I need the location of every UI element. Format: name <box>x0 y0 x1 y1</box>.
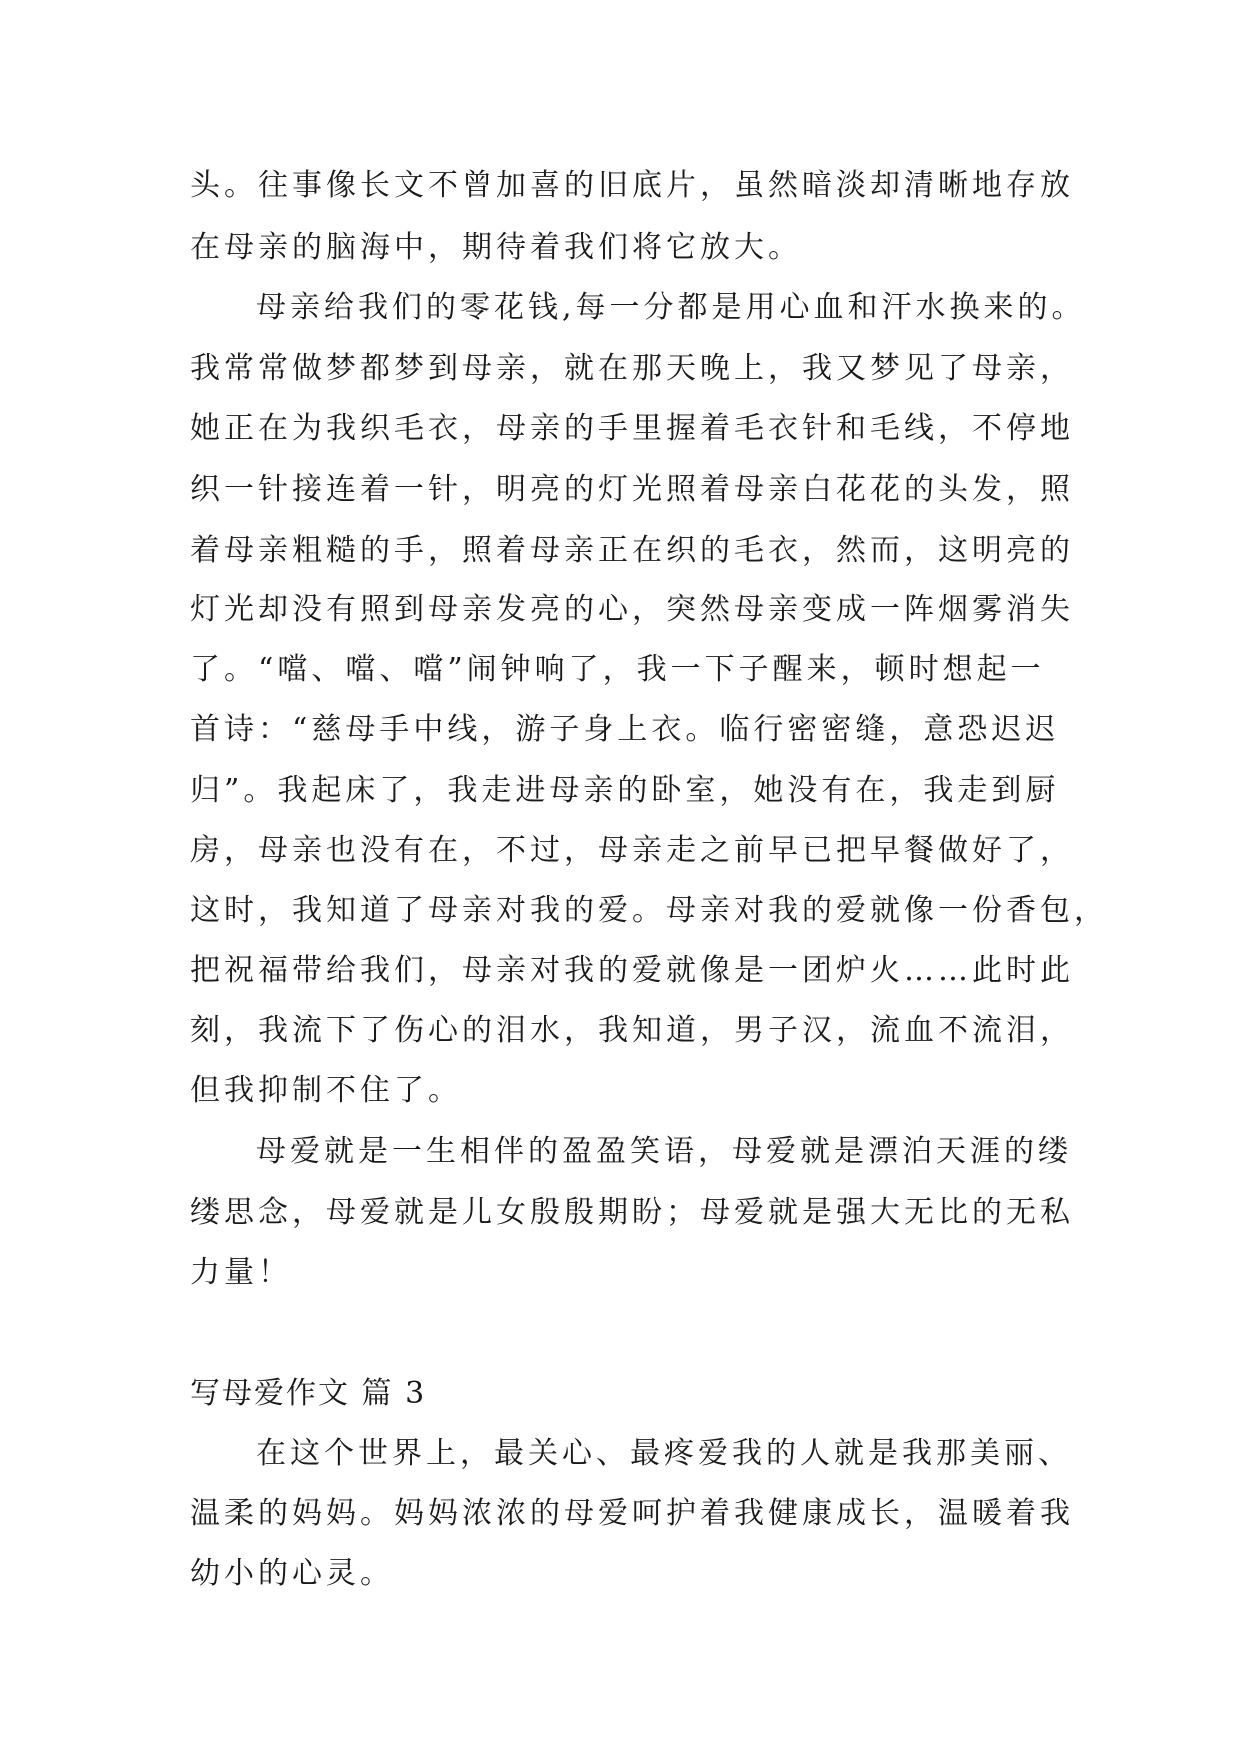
text-line: 房，母亲也没有在，不过，母亲走之前早已把早餐做好了， <box>190 833 1074 868</box>
text-line: 头。往事像长文不曾加喜的旧底片，虽然暗淡却清晰地存放 <box>190 168 1074 203</box>
paragraph-first-line: 在这个世界上，最关心、最疼爱我的人就是我那美丽、 <box>256 1436 1072 1471</box>
paragraph-first-line: 母爱就是一生相伴的盈盈笑语，母爱就是漂泊天涯的缕 <box>256 1134 1072 1169</box>
paragraph-first-line: 母亲给我们的零花钱,每一分都是用心血和汗水换来的。 <box>256 290 1086 325</box>
text-line: 我常常做梦都梦到母亲，就在那天晚上，我又梦见了母亲， <box>190 351 1074 386</box>
text-line: 这时，我知道了母亲对我的爱。母亲对我的爱就像一份香包， <box>190 893 1108 928</box>
text-line: 灯光却没有照到母亲发亮的心，突然母亲变成一阵烟雾消失 <box>190 592 1074 627</box>
text-line: 温柔的妈妈。妈妈浓浓的母爱呵护着我健康成长，温暖着我 <box>190 1496 1074 1531</box>
text-line: 把祝福带给我们，母亲对我的爱就像是一团炉火……此时此 <box>190 953 1074 988</box>
text-line: 首诗：“慈母手中线，游子身上衣。临行密密缝，意恐迟迟 <box>190 712 1060 747</box>
text-line: 幼小的心灵。 <box>190 1556 394 1591</box>
text-line: 归”。我起床了，我走进母亲的卧室，她没有在，我走到厨 <box>190 773 1060 808</box>
text-line: 织一针接连着一针，明亮的灯光照着母亲白花花的头发，照 <box>190 472 1074 507</box>
text-line: 但我抑制不住了。 <box>190 1073 462 1108</box>
text-line: 缕思念，母爱就是儿女殷殷期盼；母爱就是强大无比的无私 <box>190 1195 1074 1230</box>
text-line: 在母亲的脑海中，期待着我们将它放大。 <box>190 230 802 265</box>
text-line: 着母亲粗糙的手，照着母亲正在织的毛衣，然而，这明亮的 <box>190 533 1074 568</box>
text-line: 她正在为我织毛衣，母亲的手里握着毛衣针和毛线，不停地 <box>190 411 1074 446</box>
section-heading: 写母爱作文 篇 3 <box>190 1376 427 1411</box>
text-line: 力量！ <box>190 1255 292 1290</box>
text-line: 了。“噹、噹、噹”闹钟响了，我一下子醒来，顿时想起一 <box>190 652 1045 687</box>
text-line: 刻，我流下了伤心的泪水，我知道，男子汉，流血不流泪， <box>190 1013 1074 1048</box>
